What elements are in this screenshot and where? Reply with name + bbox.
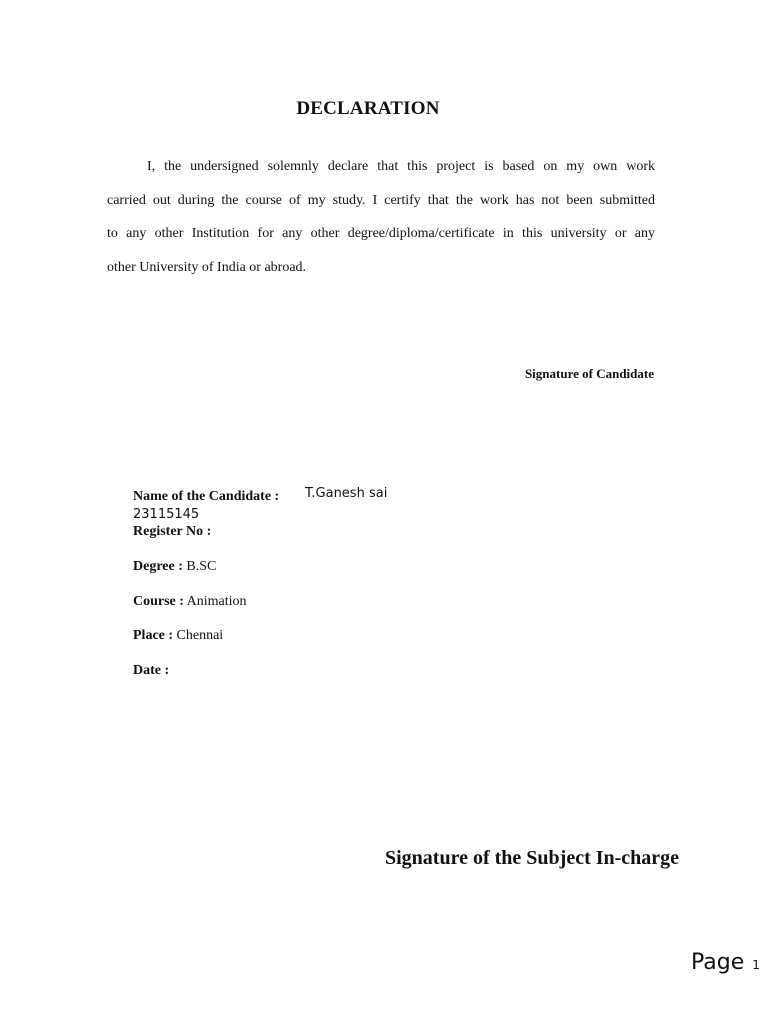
paragraph-line: other University of India or abroad. [107,259,307,275]
place-label: Place : [133,628,174,643]
name-value: T.Ganesh sai [305,486,388,501]
course-value: Animation [186,594,247,609]
register-label: Register No : [133,524,212,539]
paragraph-line: I, the undersigned solemnly declare that this project is based on my own work [147,159,655,174]
name-label: Name of the Candidate : [133,489,280,504]
degree-label: Degree : [133,559,183,574]
paragraph-line: carried out during the course of my study. I certify that the work has not been submitted [107,192,655,208]
signature-of-subject-incharge: Signature of the Subject In-charge [385,847,680,869]
page-number-footer [691,950,760,975]
paragraph-line: to any other Institution for any other degree/diploma/certificate in this university or any [107,226,655,241]
course-field [133,594,247,610]
date-label: Date : [133,663,170,678]
declaration-title: DECLARATION [296,98,440,119]
place-field [133,628,223,644]
signature-of-candidate: Signature of Candidate [524,366,654,381]
degree-value: B.SC [186,559,217,574]
declaration-paragraph [107,150,655,284]
page-word: Page [691,950,745,975]
name-field [133,489,279,505]
date-field [133,663,169,679]
place-value: Chennai [176,628,224,643]
register-value: 23115145 [133,507,200,522]
course-label: Course : [133,594,184,609]
degree-field [133,559,216,575]
page-number: 1 [752,958,760,972]
register-field [133,524,211,540]
